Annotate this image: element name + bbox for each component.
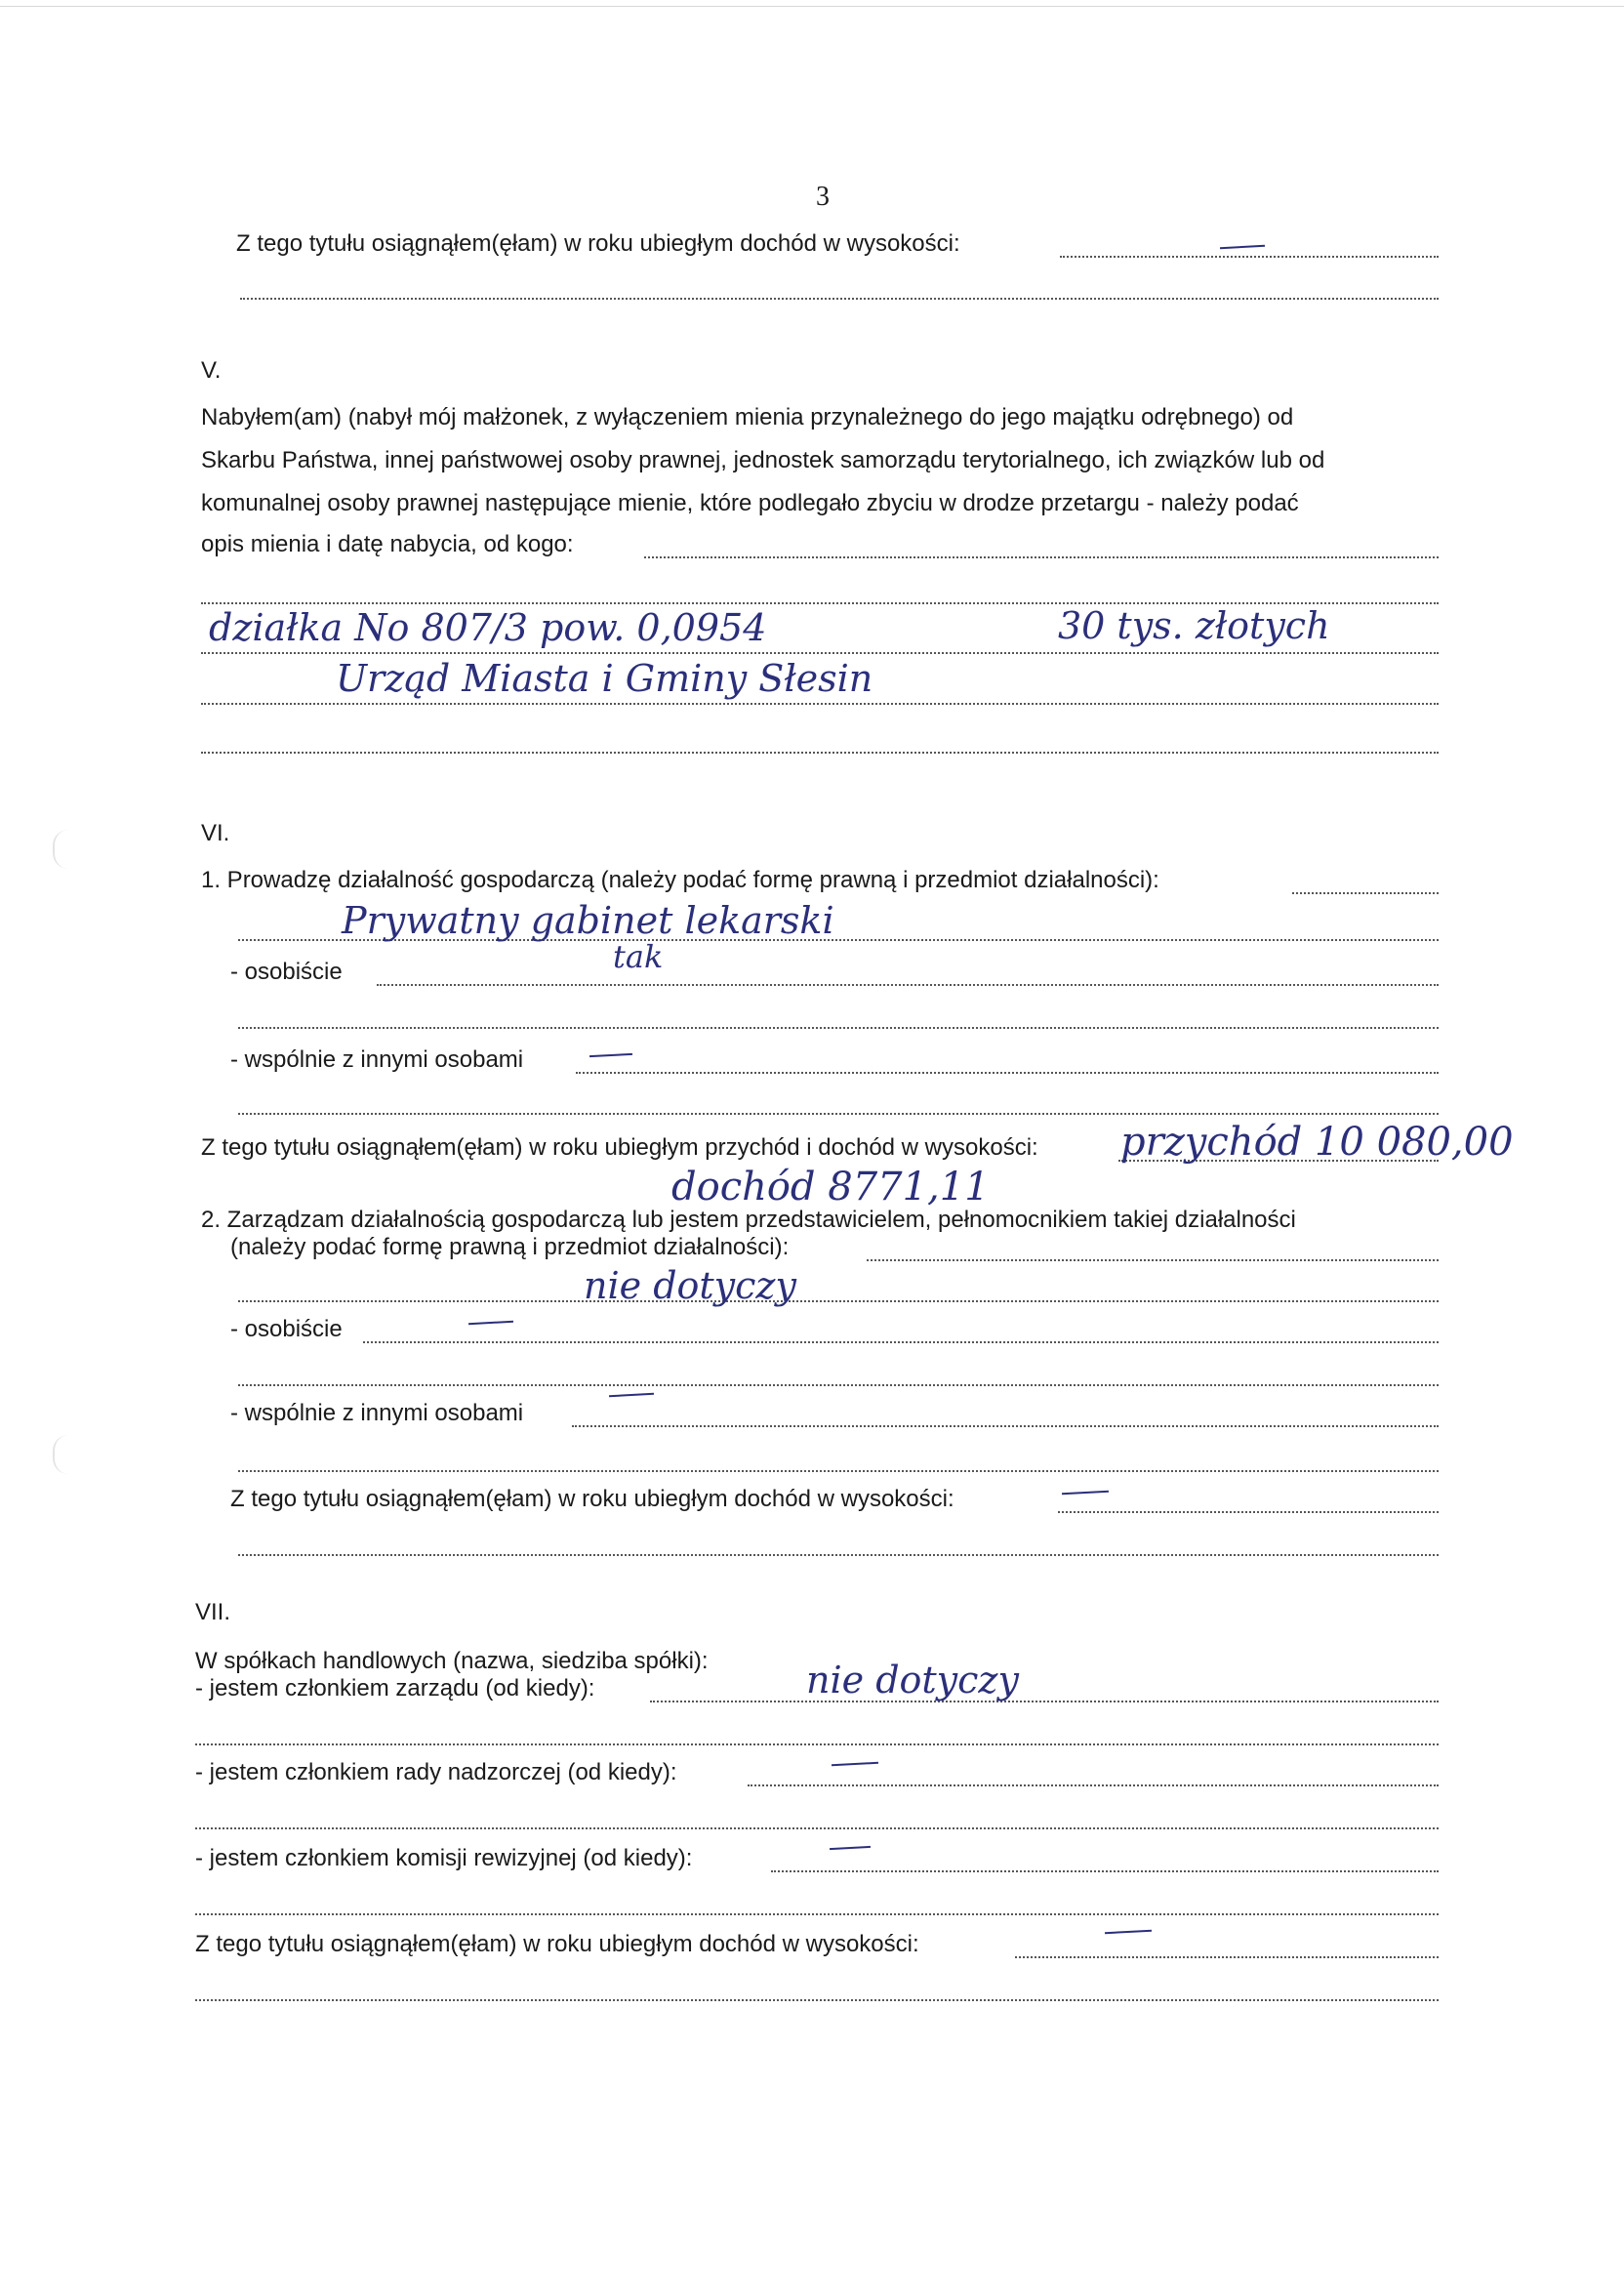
management-personally-answer xyxy=(468,1321,513,1325)
personally-label: - osobiście xyxy=(230,959,343,985)
dotted-line xyxy=(238,1113,1439,1115)
dotted-line xyxy=(195,1827,1439,1829)
management-jointly-label: - wspólnie z innymi osobami xyxy=(230,1400,524,1426)
top-income-answer xyxy=(1220,245,1265,249)
management-label-2: (należy podać formę prawną i przedmiot działalności): xyxy=(230,1234,790,1260)
dotted-line xyxy=(576,1072,1439,1074)
dotted-line xyxy=(363,1341,1439,1343)
dotted-line xyxy=(238,1027,1439,1029)
handwritten-seller: Urząd Miasta i Gminy Słesin xyxy=(336,657,873,700)
handwritten-board: nie dotyczy xyxy=(806,1659,1019,1702)
dotted-line xyxy=(201,652,1439,654)
audit-label: - jestem członkiem komisji rewizyjnej (od kiedy): xyxy=(195,1845,693,1871)
board-label: - jestem członkiem zarządu (od kiedy): xyxy=(195,1675,595,1702)
section-vii-income-answer xyxy=(1105,1930,1152,1935)
management-income-label: Z tego tytułu osiągnąłem(ęłam) w roku ubiegłym dochód w wysokości: xyxy=(230,1486,954,1512)
dotted-line xyxy=(238,1470,1439,1472)
business-activity-label: 1. Prowadzę działalność gospodarczą (należy podać formę prawną i przedmiot działalności): xyxy=(201,867,1159,893)
scan-artifact xyxy=(53,830,68,869)
handwritten-management: nie dotyczy xyxy=(584,1264,796,1307)
supervisory-label: - jestem członkiem rady nadzorczej (od kiedy): xyxy=(195,1759,677,1785)
dotted-line xyxy=(195,1913,1439,1915)
section-v-heading: V. xyxy=(201,357,222,384)
section-v-text-4: opis mienia i datę nabycia, od kogo: xyxy=(201,531,574,557)
dotted-line xyxy=(238,1300,1439,1302)
management-label-1: 2. Zarządzam działalnością gospodarczą lub jestem przedstawicielem, pełnomocnikiem takiej działalności xyxy=(201,1207,1296,1233)
dotted-line xyxy=(1015,1956,1439,1958)
handwritten-personally: tak xyxy=(613,938,664,975)
dotted-line xyxy=(195,1743,1439,1745)
companies-label: W spółkach handlowych (nazwa, siedziba spółki): xyxy=(195,1648,709,1674)
management-jointly-answer xyxy=(609,1393,654,1397)
dotted-line xyxy=(238,1554,1439,1556)
audit-answer xyxy=(830,1846,871,1850)
dotted-line xyxy=(201,752,1439,754)
scan-top-edge xyxy=(0,6,1624,7)
handwritten-income: dochód 8771,11 xyxy=(671,1165,990,1210)
dotted-line xyxy=(771,1870,1439,1872)
management-income-answer xyxy=(1062,1491,1109,1496)
dotted-line xyxy=(377,984,1439,986)
management-personally-label: - osobiście xyxy=(230,1316,343,1342)
handwritten-price: 30 tys. złotych xyxy=(1058,604,1330,647)
dotted-line xyxy=(1060,256,1439,258)
section-v-text-2: Skarbu Państwa, innej państwowej osoby prawnej, jednostek samorządu terytorialnego, ich związków lub od xyxy=(201,447,1325,473)
dotted-line xyxy=(1292,892,1439,894)
scan-artifact xyxy=(53,1435,68,1474)
page-number: 3 xyxy=(816,182,830,212)
jointly-label: - wspólnie z innymi osobami xyxy=(230,1046,524,1073)
dotted-line xyxy=(195,1999,1439,2001)
section-v-text-3: komunalnej osoby prawnej następujące mienie, które podlegało zbyciu w drodze przetargu - należy podać xyxy=(201,490,1299,516)
dotted-line xyxy=(238,1384,1439,1386)
section-v-text-1: Nabyłem(am) (nabył mój małżonek, z wyłączeniem mienia przynależnego do jego majątku odrębnego) od xyxy=(201,404,1294,430)
section-vii-heading: VII. xyxy=(195,1599,231,1625)
jointly-answer xyxy=(589,1053,632,1057)
supervisory-answer xyxy=(832,1762,878,1767)
dotted-line xyxy=(572,1425,1439,1427)
dotted-line xyxy=(1058,1511,1439,1513)
dotted-line xyxy=(650,1701,1439,1702)
revenue-income-label: Z tego tytułu osiągnąłem(ęłam) w roku ubiegłym przychód i dochód w wysokości: xyxy=(201,1134,1038,1161)
handwritten-property: działka No 807/3 pow. 0,0954 xyxy=(209,606,767,649)
section-vii-income-label: Z tego tytułu osiągnąłem(ęłam) w roku ubiegłym dochód w wysokości: xyxy=(195,1931,919,1957)
dotted-line xyxy=(644,556,1439,558)
handwritten-business: Prywatny gabinet lekarski xyxy=(342,899,834,942)
handwritten-revenue: przychód 10 080,00 xyxy=(1120,1120,1514,1165)
dotted-line xyxy=(201,703,1439,705)
dotted-line xyxy=(748,1784,1439,1786)
top-income-label: Z tego tytułu osiągnąłem(ęłam) w roku ubiegłym dochód w wysokości: xyxy=(236,230,960,257)
dotted-line xyxy=(867,1259,1439,1261)
section-vi-heading: VI. xyxy=(201,820,230,846)
dotted-line xyxy=(240,298,1439,300)
